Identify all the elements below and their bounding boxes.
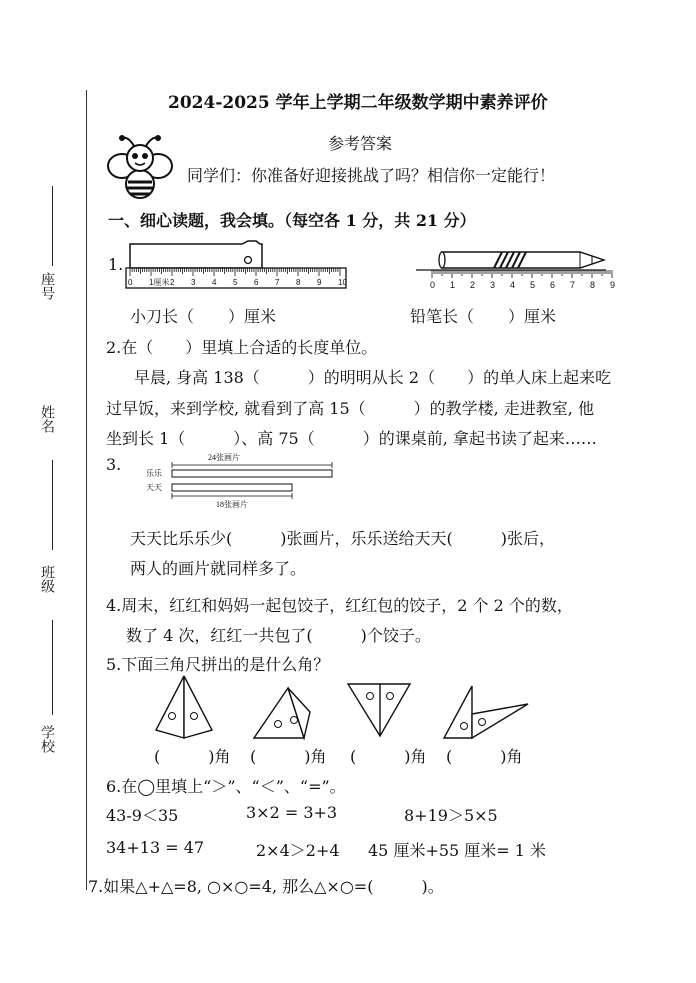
ruler-tick-label: 9 bbox=[317, 278, 322, 287]
q2-prompt: 2.在（ ）里填上合适的长度单位。 bbox=[106, 338, 378, 357]
ruler-tick-label: 7 bbox=[275, 278, 280, 287]
name-line[interactable] bbox=[52, 460, 53, 550]
q3-bottom-bar-label: 18张画片 bbox=[216, 500, 248, 509]
q2-line-2: 早晨, 身高 138（ ）的明明从长 2（ ）的单人床上起来吃 bbox=[134, 368, 612, 387]
q3-tiantian-bar bbox=[172, 484, 292, 491]
ruler-tick-label: 10 bbox=[338, 278, 347, 287]
ruler-tick-label: 1 bbox=[450, 280, 456, 290]
ruler-tick-label: 2 bbox=[170, 278, 175, 287]
q5-triangle-figures bbox=[150, 674, 540, 740]
class-label: 班级 bbox=[39, 565, 55, 593]
ruler-tick-label: 5 bbox=[530, 280, 536, 290]
q3-tiantian-label: 天天 bbox=[146, 483, 162, 492]
q5-answer-1[interactable]: ( )角 bbox=[154, 747, 231, 766]
ruler-tick-label: 9 bbox=[610, 280, 616, 290]
class-line[interactable] bbox=[52, 620, 53, 715]
ruler-tick-label: 2 bbox=[470, 280, 476, 290]
ruler-tick-label: 8 bbox=[296, 278, 301, 287]
knife-ruler-figure bbox=[124, 240, 350, 292]
ruler-tick-label: 3 bbox=[191, 278, 196, 287]
q3-number: 3. bbox=[106, 455, 122, 474]
q5-answer-3[interactable]: ( )角 bbox=[350, 747, 427, 766]
q5-answer-4[interactable]: ( )角 bbox=[446, 747, 523, 766]
set-square-figure-3 bbox=[348, 684, 410, 736]
ruler-tick-label: 3 bbox=[490, 280, 496, 290]
ruler-tick-label: 0 bbox=[128, 278, 133, 287]
ruler-tick-label: 8 bbox=[590, 280, 596, 290]
ruler-tick-label: 1厘米 bbox=[149, 278, 170, 287]
seat-number-label: 座号 bbox=[39, 272, 55, 300]
knife-length-label: 小刀长（ ）厘米 bbox=[130, 307, 277, 326]
q5-answer-2[interactable]: ( )角 bbox=[250, 747, 327, 766]
q3-bar-figure bbox=[144, 452, 344, 510]
seat-number-line[interactable] bbox=[52, 186, 53, 266]
ruler-tick-label: 4 bbox=[212, 278, 217, 287]
q6-row1-item3: 8+19＞5×5 bbox=[404, 806, 498, 825]
pencil-length-label: 铅笔长（ ）厘米 bbox=[410, 307, 557, 326]
set-square-figure-1 bbox=[156, 676, 212, 738]
ruler-tick-label: 0 bbox=[430, 280, 436, 290]
q4-line-2: 数了 4 次，红红一共包了( )个饺子。 bbox=[126, 626, 431, 645]
page-title: 2024-2025 学年上学期二年级数学期中素养评价 bbox=[168, 93, 548, 113]
q3-line-2: 两人的画片就同样多了。 bbox=[130, 559, 307, 578]
q6-row1-item1: 43-9＜35 bbox=[106, 806, 179, 825]
q6-row1-item2: 3×2 = 3+3 bbox=[246, 803, 338, 822]
greeting-text: 同学们：你准备好迎接挑战了吗？相信你一定能行！ bbox=[187, 166, 556, 185]
pencil-ruler-figure bbox=[410, 240, 616, 292]
ruler-tick-label: 6 bbox=[550, 280, 556, 290]
q4-line-1: 4.周末，红红和妈妈一起包饺子，红红包的饺子，2 个 2 个的数， bbox=[106, 596, 573, 615]
set-square-figure-4 bbox=[444, 686, 528, 738]
q7-prompt: 7.如果△+△=8, ○×○=4, 那么△×○=( )。 bbox=[88, 877, 444, 896]
q6-row2-item1: 34+13 = 47 bbox=[106, 838, 205, 857]
q6-row2-item2: 2×4＞2+4 bbox=[256, 841, 340, 860]
ruler-tick-label: 7 bbox=[570, 280, 576, 290]
name-label: 姓名 bbox=[39, 405, 55, 433]
q1-number: 1. bbox=[108, 255, 124, 274]
q3-line-1: 天天比乐乐少( )张画片，乐乐送给天天( )张后， bbox=[130, 529, 555, 548]
q6-row2-item3: 45 厘米+55 厘米= 1 米 bbox=[368, 841, 547, 860]
set-square-figure-2 bbox=[254, 688, 310, 738]
page-subtitle: 参考答案 bbox=[328, 134, 393, 153]
q6-prompt: 6.在◯里填上“＞”、“＜”、“=”。 bbox=[106, 777, 346, 796]
q2-line-4: 坐到长 1（ ）、高 75（ ）的课桌前, 拿起书读了起来…… bbox=[106, 429, 597, 448]
q2-line-3: 过早饭，来到学校, 就看到了高 15（ ）的教学楼, 走进教室, 他 bbox=[106, 399, 594, 418]
school-label: 学校 bbox=[39, 725, 55, 753]
ruler-tick-label: 5 bbox=[233, 278, 238, 287]
q3-lele-label: 乐乐 bbox=[146, 469, 162, 478]
ruler-tick-label: 4 bbox=[510, 280, 516, 290]
bee-mascot-icon bbox=[104, 132, 176, 204]
binding-rule bbox=[86, 90, 87, 890]
q3-lele-bar bbox=[172, 470, 332, 477]
section-1-heading: 一、细心读题，我会填。（每空各 1 分，共 21 分） bbox=[108, 211, 476, 230]
q5-prompt: 5.下面三角尺拼出的是什么角？ bbox=[106, 655, 330, 674]
ruler-tick-label: 6 bbox=[254, 278, 259, 287]
q3-top-bar-label: 24张画片 bbox=[208, 453, 240, 462]
